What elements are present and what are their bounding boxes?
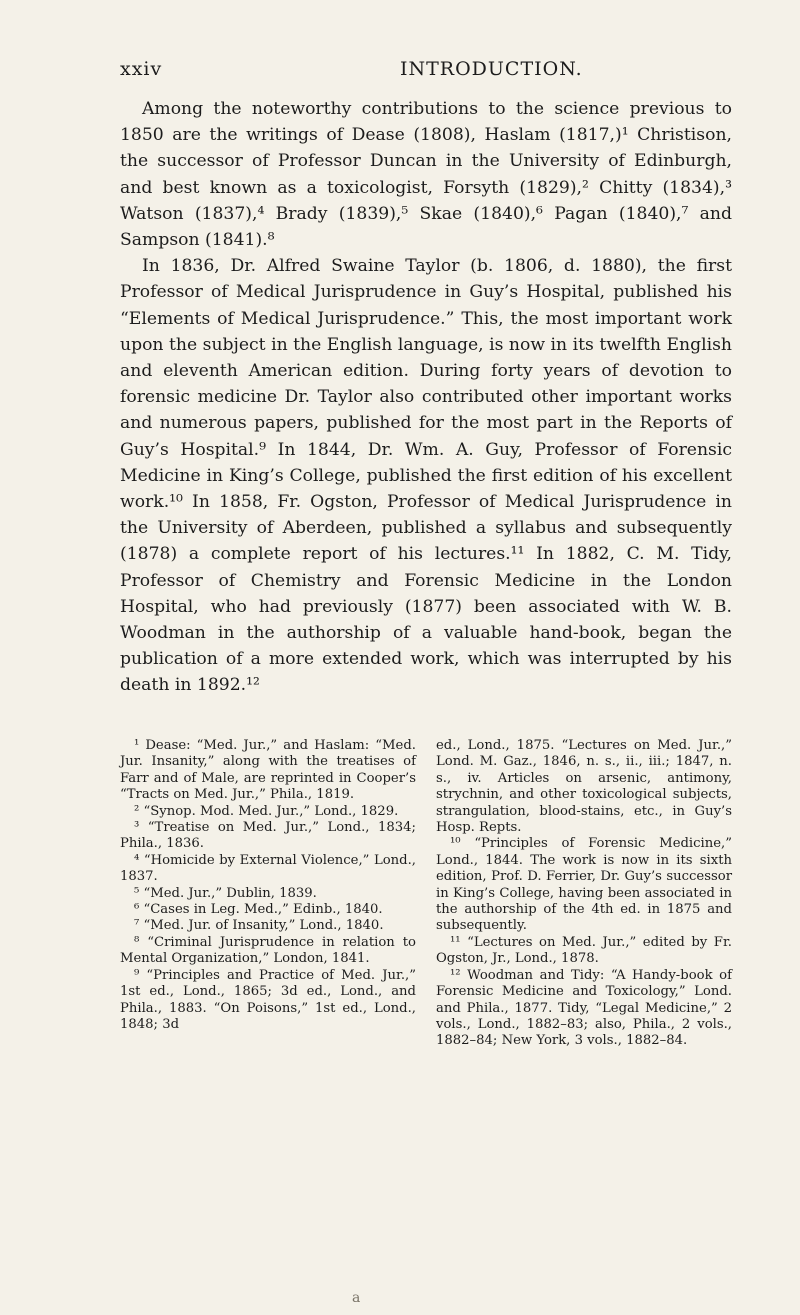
footnote-continuation: ed., Lond., 1875. “Lectures on Med. Jur.,” Lond. M. Gaz., 1846, n. s., ii., iii.; 1847, n. s., iv. Articles on arsenic, antimony, strychnin, and other toxicological subjects, strangulation, blood-stains, etc., in Guy’s Hosp. Repts. (436, 738, 732, 836)
running-title: INTRODUCTION. (400, 58, 583, 80)
footnotes-left-column (120, 738, 416, 1033)
footnote: ¹¹ “Lectures on Med. Jur.,” edited by Fr. Ogston, Jr., Lond., 1878. (436, 934, 732, 967)
footnote: ⁷ “Med. Jur. of Insanity,” Lond., 1840. (134, 918, 384, 934)
signature-mark: a (352, 1290, 361, 1306)
footnote: ¹² Woodman and Tidy: “A Handy-book of Forensic Medicine and Toxicology,” Lond. and Phila., 1877. Tidy, “Legal Medicine,” 2 vols., Lond., 1882–83; also, Phila., 2 vols., 1882–84; New York, 3 vols., 1882–84. (436, 967, 732, 1049)
footnote: ¹ Dease: “Med. Jur.,” and Haslam: “Med. Jur. Insanity,” along with the treatises of Farr and of Male, are reprinted in Cooper’s “Tracts on Med. Jur.,” Phila., 1819. (120, 738, 416, 803)
paragraph: In 1836, Dr. Alfred Swaine Taylor (b. 1806, d. 1880), the first Professor of Medical Jurisprudence in Guy’s Hospital, published his “Elements of Medical Jurisprudence.” This, the most important work upon the subject in the English language, is now in its twelfth English and eleventh American edition. During forty years of devotion to forensic medicine Dr. Taylor also contributed other important works and numerous papers, published for the most part in the Reports of Guy’s Hospital.⁹ In 1844, Dr. Wm. A. Guy, Professor of Forensic Medicine in King’s College, published the first edition of his excellent work.¹⁰ In 1858, Fr. Ogston, Professor of Medical Jurisprudence in the University of Aberdeen, published a syllabus and subsequently (1878) a complete report of his lectures.¹¹ In 1882, C. M. Tidy, Professor of Chemistry and Forensic Medicine in the London Hospital, who had previously (1877) been associated with W. B. Woodman in the authorship of a valuable hand-book, began the publication of a more extended work, which was interrupted by his death in 1892.¹² (120, 256, 732, 696)
page-header (120, 58, 730, 88)
footnotes-right-column (436, 738, 732, 1050)
page-number: xxiv (120, 58, 163, 80)
footnote: ¹⁰ “Principles of Forensic Medicine,” Lond., 1844. The work is now in its sixth edition, Prof. D. Ferrier, Dr. Guy’s successor in King’s College, having been associated in the authorship of the 4th ed. in 1875 and subsequently. (436, 836, 732, 934)
footnote: ⁸ “Criminal Jurisprudence in relation to Mental Organization,” London, 1841. (120, 934, 416, 967)
footnote: ⁵ “Med. Jur.,” Dublin, 1839. (134, 885, 317, 901)
footnote: ³ “Treatise on Med. Jur.,” Lond., 1834; Phila., 1836. (120, 820, 416, 852)
footnote: ² “Synop. Mod. Med. Jur.,” Lond., 1829. (134, 803, 399, 819)
footnote: ⁹ “Principles and Practice of Med. Jur.,” 1st ed., Lond., 1865; 3d ed., Lond., and Phila., 1883. “On Poisons,” 1st ed., Lond., 1848; 3d (120, 967, 416, 1032)
main-text (120, 96, 732, 699)
footnote: ⁴ “Homicide by External Violence,” Lond., 1837. (120, 852, 416, 885)
paragraph: Among the noteworthy contributions to the science previous to 1850 are the writings of Dease (1808), Haslam (1817,)¹ Christison, the successor of Professor Duncan in the University of Edinburgh, and best known as a toxicologist, Forsyth (1829),² Chitty (1834),³ Watson (1837),⁴ Brady (1839),⁵ Skae (1840),⁶ Pagan (1840),⁷ and Sampson (1841).⁸ (120, 99, 732, 251)
footnote: ⁶ “Cases in Leg. Med.,” Edinb., 1840. (134, 902, 383, 918)
